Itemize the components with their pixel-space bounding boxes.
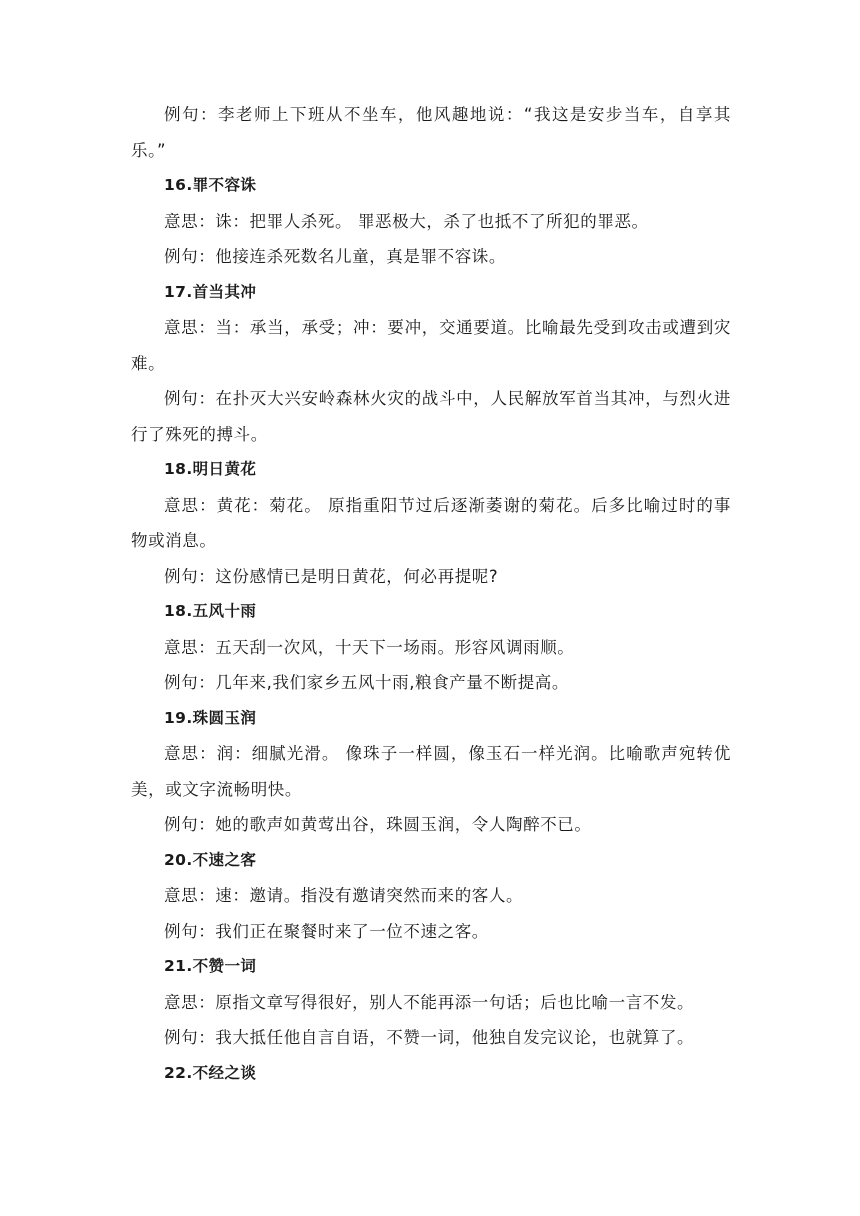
meaning-18b: 意思：五天刮一次风，十天下一场雨。形容风调雨顺。: [164, 637, 575, 657]
idiom-heading-17: 17.首当其冲: [164, 282, 257, 301]
example-sentence-20: 例句：我们正在聚餐时来了一位不速之客。: [164, 921, 489, 941]
document-content: [131, 97, 731, 1091]
meaning-18a: 意思：黄花：菊花。 原指重阳节过后逐渐萎谢的菊花。后多比喻过时的事物或消息。: [131, 495, 731, 550]
idiom-heading-21: 21.不赞一词: [164, 957, 257, 975]
example-sentence-21: 例句：我大抵任他自言自语，不赞一词，他独自发完议论，也就算了。: [164, 1028, 695, 1047]
idiom-heading-20: 20.不速之客: [164, 850, 257, 869]
example-sentence-16: 例句：他接连杀死数名儿童，真是罪不容诛。: [164, 247, 506, 266]
meaning-17: 意思：当：承当，承受；冲：要冲，交通要道。比喻最先受到攻击或遭到灾难。: [131, 318, 731, 373]
example-sentence-15: 例句：李老师上下班从不坐车，他风趣地说：“我这是安步当车，自享其乐。”: [131, 105, 731, 160]
example-sentence-18a: 例句：这份感情已是明日黄花，何必再提呢?: [164, 566, 499, 586]
example-sentence-18b: 例句：几年来,我们家乡五风十雨,粮食产量不断提高。: [164, 673, 569, 692]
meaning-21: 意思：原指文章写得很好，别人不能再添一句话；后也比喻一言不发。: [164, 992, 695, 1012]
idiom-heading-18a: 18.明日黄花: [164, 460, 257, 478]
idiom-heading-19: 19.珠圆玉润: [164, 708, 257, 727]
idiom-heading-22: 22.不经之谈: [164, 1063, 257, 1082]
meaning-19: 意思：润：细腻光滑。 像珠子一样圆，像玉石一样光润。比喻歌声宛转优美，或文字流畅明快。: [131, 744, 731, 799]
example-sentence-19: 例句：她的歌声如黄莺出谷，珠圆玉润，令人陶醉不已。: [164, 815, 592, 834]
idiom-heading-16: 16.罪不容诛: [164, 176, 257, 194]
meaning-20: 意思：速：邀请。指没有邀请突然而来的客人。: [164, 886, 524, 905]
example-sentence-17: 例句：在扑灭大兴安岭森林火灾的战斗中，人民解放军首当其冲，与烈火进行了殊死的搏斗。: [131, 389, 731, 444]
idiom-heading-18b: 18.五风十雨: [164, 602, 257, 620]
meaning-16: 意思：诛：把罪人杀死。 罪恶极大，杀了也抵不了所犯的罪恶。: [164, 211, 649, 231]
